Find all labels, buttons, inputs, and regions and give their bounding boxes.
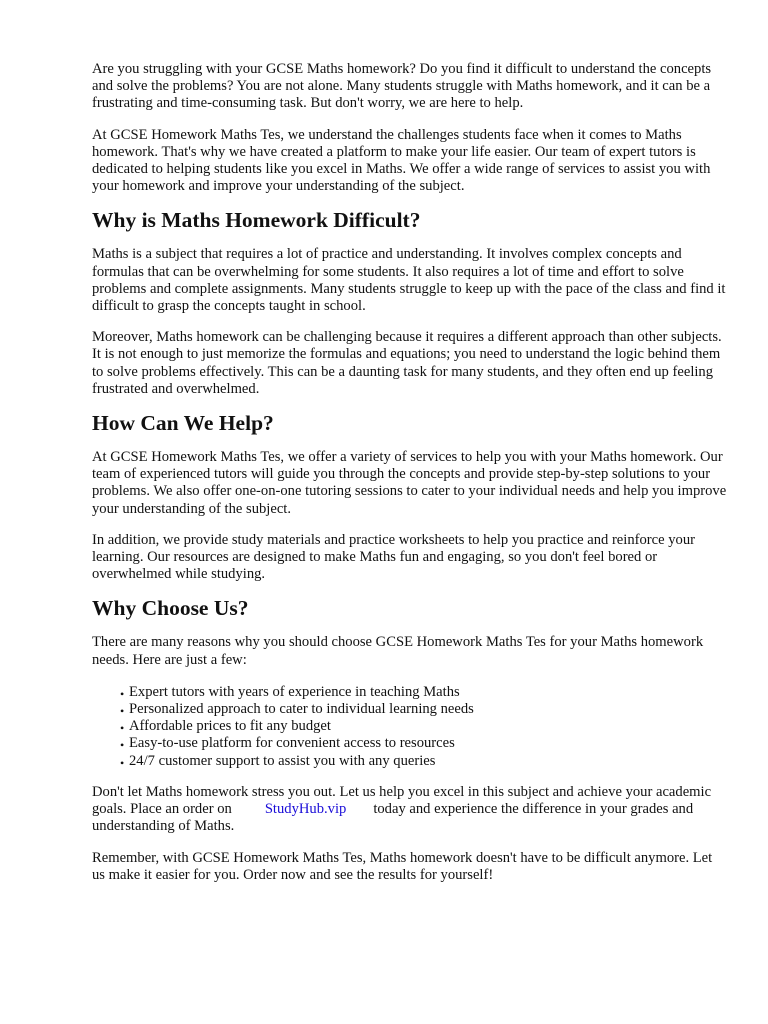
list-item: • Affordable prices to fit any budget [129,718,728,735]
list-item: • Easy-to-use platform for convenient access to resources [129,735,728,752]
closing-paragraph: Remember, with GCSE Homework Maths Tes, Maths homework doesn't have to be difficult anymore. Let us make it easier for you. Order now and see the results for yourself! [92,849,713,883]
studyhub-link[interactable]: StudyHub.vip [264,801,347,818]
section-heading-why-choose: Why Choose Us? [92,596,249,621]
difficulty-paragraph-1: Maths is a subject that requires a lot of practice and understanding. It involves complex concepts and formulas that can be overwhelming for some students. It also requires a lot of time and effort to solve problems and complete assignments. Many students struggle to keep up with the pace of the class and find it difficult to grasp the concepts taught in school. [92,246,726,315]
intro-paragraph-2: At GCSE Homework Maths Tes, we understand the challenges students face when it comes to Maths homework. That's why we have created a platform to make your life easier. Our team of expert tutors is dedicated to helping students like you excel in Maths. We offer a wide range of services to assist you with your homework and improve your understanding of the subject. [92,126,711,195]
reasons-list [92,684,728,770]
choose-intro-paragraph: There are many reasons why you should choose GCSE Homework Maths Tes for your Maths homework needs. Here are just a few: [92,634,704,668]
document-body [92,61,728,884]
help-paragraph-1: At GCSE Homework Maths Tes, we offer a variety of services to help you with your Maths homework. Our team of experienced tutors will guide you through the concepts and provide step-by-step solutions to your problems. We also offer one-on-one tutoring sessions to cater to your individual needs and help you improve your understanding of the subject. [92,449,727,517]
cta-text-after: today and experience the difference in your grades and understanding of Maths. [92,801,694,835]
help-paragraph-2: In addition, we provide study materials and practice worksheets to help you practice and reinforce your learning. Our resources are designed to make Maths fun and engaging, so you don't feel bored or overwhelmed while studying. [92,531,695,583]
cta-text-before: Don't let Maths homework stress you out. Let us help you excel in this subject and achieve your academic goals. Place an order on [92,783,712,818]
section-heading-why-difficult: Why is Maths Homework Difficult? [92,208,421,233]
list-item: • Personalized approach to cater to individual learning needs [129,701,728,718]
list-item: • 24/7 customer support to assist you with any queries [129,753,728,770]
list-item: • Expert tutors with years of experience in teaching Maths [129,684,728,701]
cta-paragraph [92,784,728,836]
difficulty-paragraph-2: Moreover, Maths homework can be challenging because it requires a different approach than other subjects. It is not enough to just memorize the formulas and equations; you need to understand the logic behind them to solve problems effectively. This can be a daunting task for many students, and they often end up feeling frustrated and overwhelmed. [92,329,722,397]
section-heading-how-help: How Can We Help? [92,411,274,436]
intro-paragraph-1: Are you struggling with your GCSE Maths homework? Do you find it difficult to understand the concepts and solve the problems? You are not alone. Many students struggle with Maths homework, and it can be a frustrating and time-consuming task. But don't worry, we are here to help. [92,61,712,112]
